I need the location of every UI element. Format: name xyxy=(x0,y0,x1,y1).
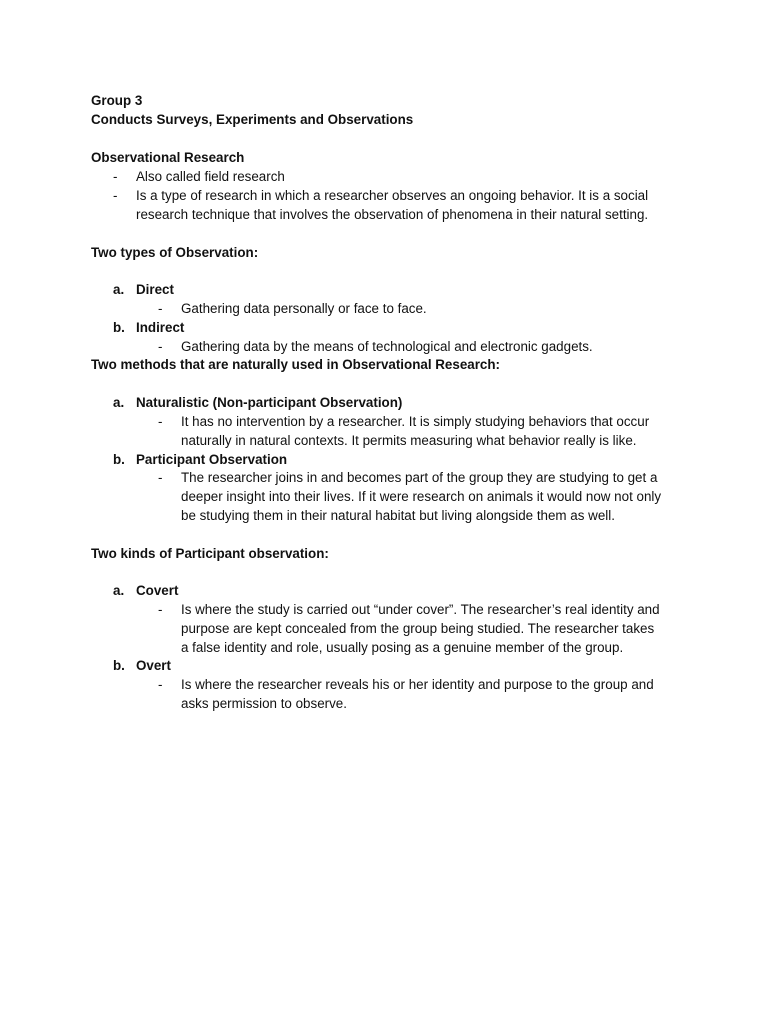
list-item-label: Overt xyxy=(136,658,171,673)
bullet-text: Also called field research xyxy=(136,169,285,184)
list-item-label: Indirect xyxy=(136,320,185,335)
bullet-text: It has no intervention by a researcher. It is simply studying behaviors that occur xyxy=(181,414,650,429)
bullet-dash: - xyxy=(158,301,163,316)
bullet-dash: - xyxy=(158,339,163,354)
bullet-dash: - xyxy=(158,470,163,485)
list-marker: b. xyxy=(113,658,125,673)
bullet-text: Gathering data by the means of technological and electronic gadgets. xyxy=(181,339,593,354)
bullet-text: The researcher joins in and becomes part of the group they are studying to get a xyxy=(181,470,658,485)
bullet-text: naturally in natural contexts. It permits measuring what behavior really is like. xyxy=(181,433,637,448)
list-item-label: Direct xyxy=(136,282,174,297)
bullet-text: asks permission to observe. xyxy=(181,696,347,711)
observational-research-heading: Observational Research xyxy=(91,150,245,165)
list-marker: a. xyxy=(113,395,125,410)
list-item-label: Covert xyxy=(136,583,179,598)
bullet-text: Is where the study is carried out “under cover”. The researcher’s real identity and xyxy=(181,602,660,617)
bullet-text: purpose are kept concealed from the group being studied. The researcher takes xyxy=(181,621,655,636)
list-item-label: Participant Observation xyxy=(136,452,288,467)
bullet-text: Is where the researcher reveals his or her identity and purpose to the group and xyxy=(181,677,654,692)
bullet-text: be studying them in their natural habitat but living alongside them as well. xyxy=(181,508,615,523)
list-item-label: Naturalistic (Non-participant Observation) xyxy=(136,395,403,410)
list-marker: b. xyxy=(113,452,125,467)
bullet-dash: - xyxy=(158,602,163,617)
bullet-dash: - xyxy=(158,677,163,692)
bullet-text: research technique that involves the observation of phenomena in their natural setting. xyxy=(136,207,649,222)
bullet-dash: - xyxy=(113,169,118,184)
bullet-text: deeper insight into their lives. If it were research on animals it would now not only xyxy=(181,489,662,504)
list-marker: a. xyxy=(113,282,125,297)
bullet-text: a false identity and role, usually posing as a genuine member of the group. xyxy=(181,640,624,655)
types-heading: Two types of Observation: xyxy=(91,245,259,260)
bullet-text: Gathering data personally or face to face. xyxy=(181,301,427,316)
bullet-dash: - xyxy=(158,414,163,429)
bullet-dash: - xyxy=(113,188,118,203)
document-subtitle: Conducts Surveys, Experiments and Observations xyxy=(91,112,414,127)
list-marker: a. xyxy=(113,583,125,598)
group-title: Group 3 xyxy=(91,93,143,108)
methods-heading: Two methods that are naturally used in Observational Research: xyxy=(91,357,501,372)
kinds-heading: Two kinds of Participant observation: xyxy=(91,546,329,561)
bullet-text: Is a type of research in which a researcher observes an ongoing behavior. It is a social xyxy=(136,188,649,203)
list-marker: b. xyxy=(113,320,125,335)
